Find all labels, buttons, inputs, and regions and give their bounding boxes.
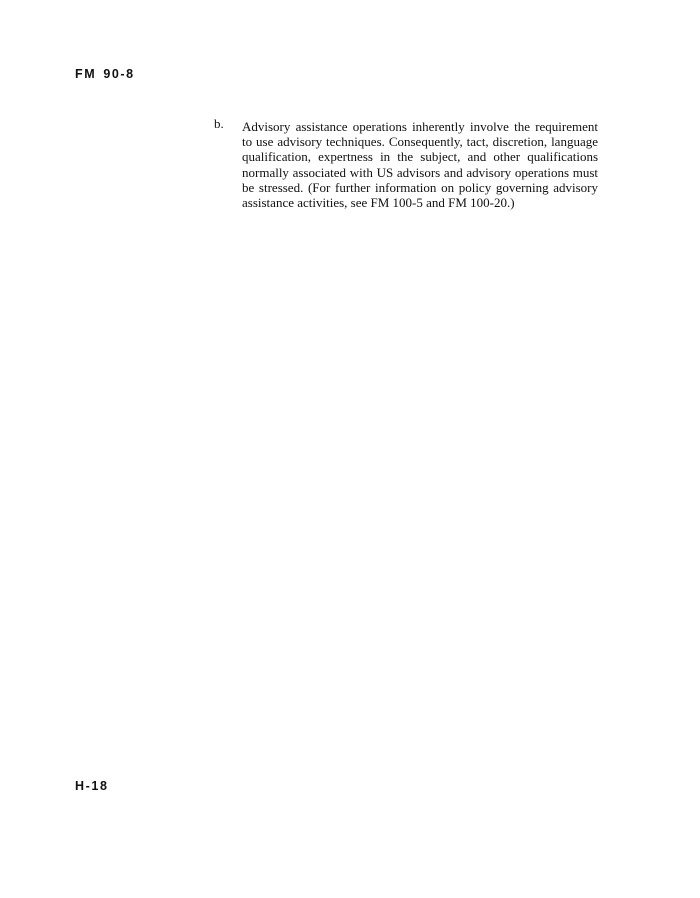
paragraph-marker: b. (214, 116, 224, 131)
document-code-header: FM 90-8 (75, 67, 135, 81)
paragraph-text: Advisory assistance operations inherently involve the requirement to use advisory techniques. Consequently, tact, discretion, language qualification, expertness in the subject, and other qualifications normally associated with US advisors and advisory operations must be stressed. (For further information on policy governing advisory assistance activities, see FM 100-5 and FM 100-20.) (242, 119, 598, 211)
page-number-footer: H-18 (75, 779, 109, 793)
